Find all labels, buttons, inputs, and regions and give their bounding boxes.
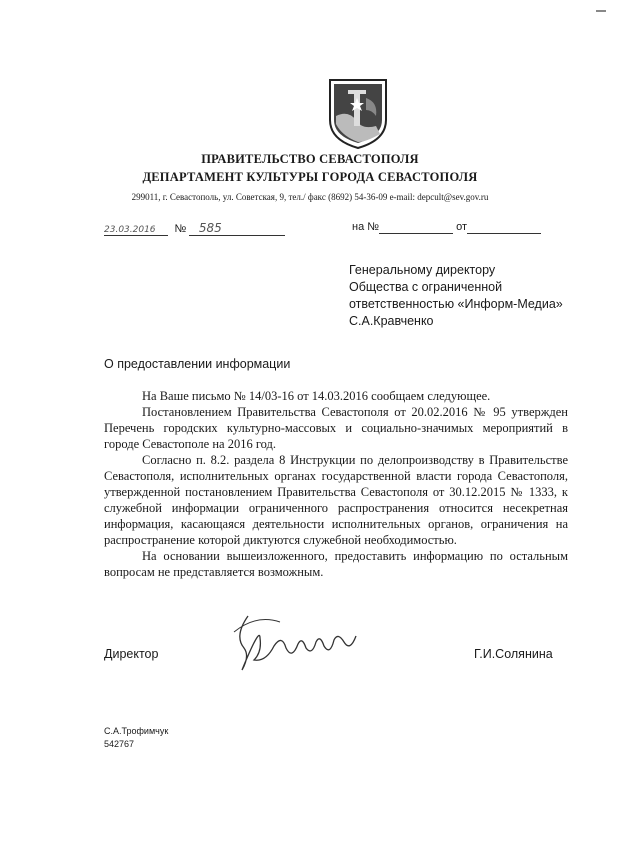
executor-name: С.А.Трофимчук — [104, 726, 169, 736]
executor-phone: 542767 — [104, 739, 135, 749]
recipient-line: Генеральному директору — [349, 263, 496, 277]
org-name-line2: ДЕПАРТАМЕНТ КУЛЬТУРЫ ГОРОДА СЕВАСТОПОЛЯ — [142, 170, 478, 184]
recipient-block — [349, 262, 563, 330]
reference-no-label: на № — [352, 221, 380, 233]
reference-from-label: от — [456, 221, 468, 233]
executor-block — [104, 725, 168, 751]
scan-mark — [596, 10, 606, 12]
outgoing-registration — [104, 221, 285, 236]
sevastopol-emblem-icon — [326, 76, 390, 150]
registration-no-label: № — [174, 223, 187, 235]
registration-date: 23.03.2016 — [104, 225, 168, 236]
registration-number: 585 — [189, 221, 285, 236]
body-paragraph: На Ваше письмо № 14/03-16 от 14.03.2016 сообщаем следующее. — [142, 389, 491, 403]
recipient-line: ответственностью «Информ-Медиа» — [349, 297, 563, 311]
letter-subject: О предоставлении информации — [104, 357, 291, 371]
org-name-line1: ПРАВИТЕЛЬСТВО СЕВАСТОПОЛЯ — [201, 152, 419, 166]
body-paragraph: Постановлением Правительства Севастополя от 20.02.2016 № 95 утвержден Перечень городских культурно-массовых и социально-значимых мероприятий в городе Севастополе на 2016 год. — [104, 405, 568, 451]
body-paragraph: На основании вышеизложенного, предоставить информацию по остальным вопросам не представляется возможным. — [104, 549, 568, 579]
org-address: 299011, г. Севастополь, ул. Советская, 9, тел./ факс (8692) 54-36-09 e-mail: depcult@sev.gov.ru — [131, 192, 489, 202]
recipient-line: С.А.Кравченко — [349, 314, 434, 328]
signer-name: Г.И.Солянина — [474, 647, 553, 661]
signer-position: Директор — [104, 647, 159, 661]
recipient-line: Общества с ограниченной — [349, 280, 503, 294]
letter-body — [104, 388, 568, 580]
handwritten-signature — [226, 612, 362, 676]
incoming-reference — [352, 221, 541, 234]
body-paragraph: Согласно п. 8.2. раздела 8 Инструкции по делопроизводству в Правительстве Севастополя, исполнительных органах государственной власти города Севастополя, утвержденной постановлением Правительства Севастополя от 30.12.2015 № 1333, к служебной информации ограниченного распространения относится несекретная информация, касающаяся деятельности исполнительных органов, ограничения на распространение которой диктуются служебной необходимостью. — [104, 453, 568, 547]
